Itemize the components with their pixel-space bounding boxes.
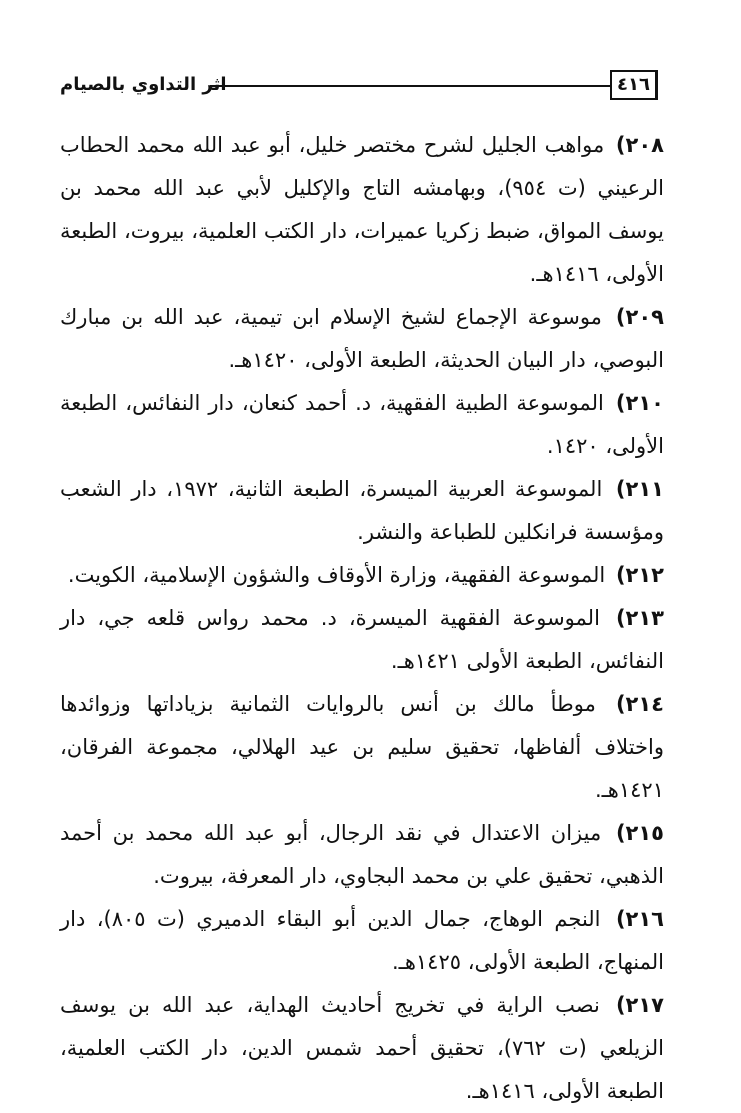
entry-text: موطأ مالك بن أنس بالروايات الثمانية بزياداتها وزوائدها واختلاف ألفاظها، تحقيق سليم بن عيد الهلالي، مجموعة الفرقان، ١٤٢١هـ. <box>60 692 664 802</box>
entry-number: ٢١٣) <box>615 606 664 630</box>
entry-text: موسوعة الإجماع لشيخ الإسلام ابن تيمية، عبد الله بن مبارك البوصي، دار البيان الحديثة، الطبعة الأولى، ١٤٢٠هـ. <box>60 305 664 372</box>
bibliography-entry-214 <box>60 683 664 812</box>
entry-text: مواهب الجليل لشرح مختصر خليل، أبو عبد الله محمد الحطاب الرعيني (ت ٩٥٤)، وبهامشه التاج والإكليل لأبي عبد الله محمد بن يوسف المواق، ضبط زكريا عميرات، دار الكتب العلمية، بيروت، الطبعة الأولى، ١٤١٦هـ. <box>60 133 664 286</box>
entry-text: نصب الراية في تخريج أحاديث الهداية، عبد الله بن يوسف الزيلعي (ت ٧٦٢)، تحقيق أحمد شمس الدين، دار الكتب العلمية، الطبعة الأولى، ١٤١٦هـ. <box>60 993 664 1103</box>
bibliography-entry-208 <box>60 124 664 296</box>
entry-number: ٢١٢) <box>615 563 664 587</box>
entry-number: ٢١٦) <box>615 907 664 931</box>
entry-text: الموسوعة الفقهية، وزارة الأوقاف والشؤون الإسلامية، الكويت. <box>67 563 606 587</box>
page-number: ٤١٦ <box>610 70 658 100</box>
entry-number: ٢١٠) <box>615 391 664 415</box>
bibliography-entry-213 <box>60 597 664 683</box>
bibliography-list <box>60 124 664 1113</box>
header-rule <box>210 85 612 87</box>
entry-number: ٢٠٨) <box>615 133 664 157</box>
entry-text: الموسوعة الفقهية الميسرة، د. محمد رواس قلعه جي، دار النفائس، الطبعة الأولى ١٤٢١هـ. <box>60 606 664 673</box>
entry-number: ٢٠٩) <box>615 305 664 329</box>
entry-number: ٢١١) <box>615 477 664 501</box>
running-header <box>60 68 658 102</box>
running-title: اثر التداوي بالصيام <box>60 74 227 95</box>
entry-number: ٢١٤) <box>615 692 664 716</box>
bibliography-entry-217 <box>60 984 664 1113</box>
entry-text: النجم الوهاج، جمال الدين أبو البقاء الدميري (ت ٨٠٥)، دار المنهاج، الطبعة الأولى، ١٤٢٥هـ. <box>60 907 664 974</box>
bibliography-entry-210 <box>60 382 664 468</box>
bibliography-entry-216 <box>60 898 664 984</box>
entry-number: ٢١٥) <box>615 821 664 845</box>
bibliography-entry-215 <box>60 812 664 898</box>
entry-text: الموسوعة العربية الميسرة، الطبعة الثانية، ١٩٧٢، دار الشعب ومؤسسة فرانكلين للطباعة والنشر. <box>60 477 664 544</box>
entry-text: الموسوعة الطبية الفقهية، د. أحمد كنعان، دار النفائس، الطبعة الأولى، ١٤٢٠. <box>60 391 664 458</box>
bibliography-entry-211 <box>60 468 664 554</box>
entry-text: ميزان الاعتدال في نقد الرجال، أبو عبد الله محمد بن أحمد الذهبي، تحقيق علي بن محمد البجاوي، دار المعرفة، بيروت. <box>60 821 664 888</box>
bibliography-entry-209 <box>60 296 664 382</box>
entry-number: ٢١٧) <box>615 993 664 1017</box>
bibliography-entry-212 <box>60 554 664 597</box>
